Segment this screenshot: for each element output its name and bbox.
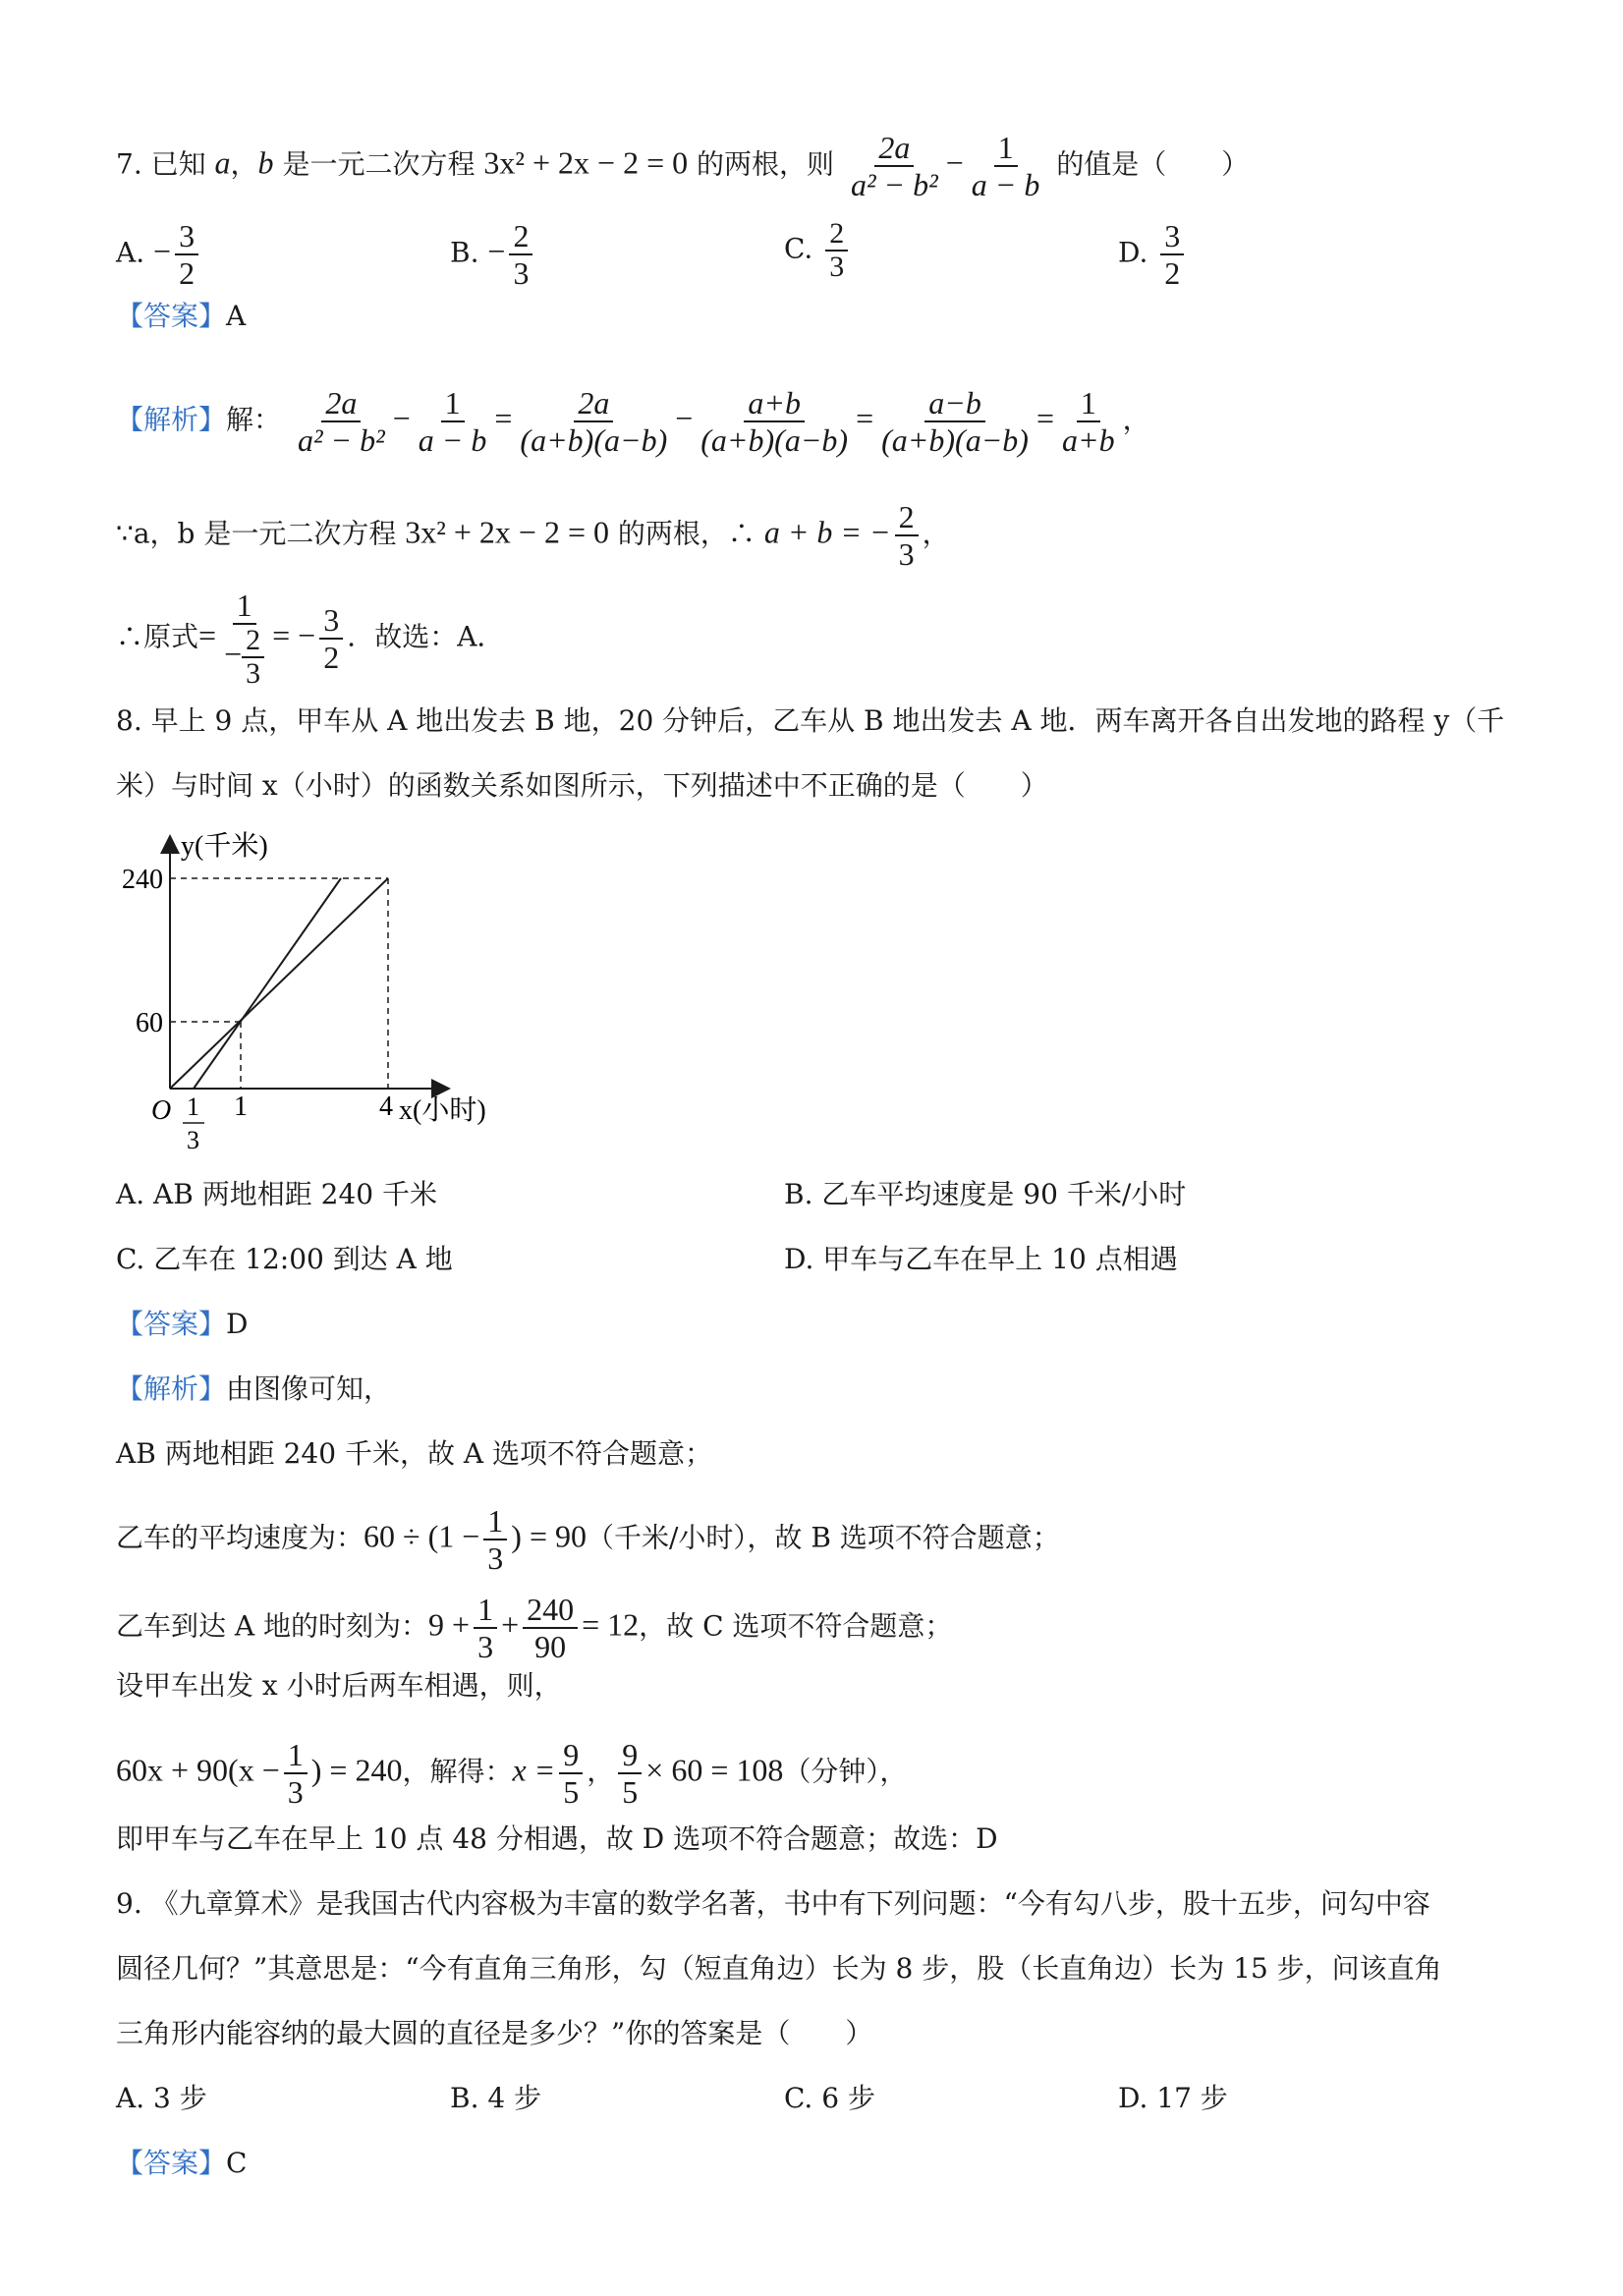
q8-option-a: A. AB 两地相距 240 千米 bbox=[116, 1178, 437, 1210]
origin-label: O bbox=[151, 1095, 172, 1126]
y-tick-240: 240 bbox=[122, 865, 163, 895]
q7-stem-c: 的两根，则 bbox=[697, 147, 835, 181]
q8-option-c: C. 乙车在 12:00 到达 A 地 bbox=[116, 1243, 453, 1275]
q9-stem-line2: 圆径几何？”其意思是：“今有直角三角形，勾（短直角边）长为 8 步，股（长直角边）长为 15 步，问该直角 bbox=[116, 1952, 1442, 1985]
q8-analysis: 【解析】由图像可知， bbox=[116, 1372, 392, 1405]
q7-var-b: b bbox=[257, 144, 274, 181]
x-tick-third-num: 1 bbox=[187, 1092, 199, 1121]
q9-answer: 【答案】C bbox=[116, 2147, 248, 2179]
q7-stem-a: 7. 已知 bbox=[116, 147, 206, 181]
q8-option-b: B. 乙车平均速度是 90 千米/小时 bbox=[784, 1178, 1187, 1210]
q7-var-a: a bbox=[214, 144, 231, 181]
q8-analysis-c: 乙车到达 A 地的时刻为：9 + $\frac{1}{3}$ + $\frac{240}{90}$ = 12，故 C 选项不符合题意； bbox=[116, 1592, 953, 1664]
q7-stem: 7. 已知 a，b 是一元二次方程 3x² + 2x − 2 = 0 的两根，则 $\frac{2a}{\text{a² − b²}}$ − $\frac{1}{a - b}$ 的值是（ ） bbox=[116, 130, 1250, 202]
q7-equation: 3x² + 2x − 2 = 0 bbox=[483, 144, 689, 181]
analysis-tag: 【解析】 bbox=[116, 403, 227, 436]
q8-analysis-e: 60x + 90(x − $\frac{1}{3}$ ) = 240，解得：x = $\frac{9}{5}$ ， $\frac{9}{5}$ × 60 = 108（分钟）， bbox=[116, 1737, 908, 1810]
q8-analysis-b: 乙车的平均速度为：60 ÷ (1 − $\frac{1}{3}$ ) = 90（千米/小时），故 B 选项不符合题意； bbox=[116, 1503, 1060, 1576]
line-car-yi bbox=[194, 878, 341, 1089]
q7-option-a: A. − $\frac{3}{2}$ bbox=[116, 218, 202, 291]
q7-stem-d: 的值是（ ） bbox=[1056, 147, 1250, 181]
x-tick-1: 1 bbox=[234, 1092, 248, 1122]
q8-analysis-d: 设甲车出发 x 小时后两车相遇，则， bbox=[116, 1669, 562, 1702]
q9-stem-line3: 三角形内能容纳的最大圆的直径是多少？”你的答案是（ ） bbox=[116, 2017, 873, 2049]
q7-option-c: C. $\frac{2}{3}$ bbox=[784, 218, 852, 283]
q7-analysis-line2: ∵a，b 是一元二次方程 3x² + 2x − 2 = 0 的两根，∴ a + b = − $\frac{2}{3}$ ， bbox=[116, 499, 950, 572]
y-tick-60: 60 bbox=[136, 1008, 163, 1038]
q7-answer: 【答案】A bbox=[116, 300, 247, 332]
q8-analysis-a: AB 两地相距 240 千米，故 A 选项不符合题意； bbox=[116, 1437, 712, 1470]
x-tick-third-den: 3 bbox=[187, 1126, 199, 1154]
q9-option-d: D. 17 步 bbox=[1118, 2082, 1228, 2114]
q8-stem-line1: 8. 早上 9 点，甲车从 A 地出发去 B 地，20 分钟后，乙车从 B 地出发去 A 地．两车离开各自出发地的路程 y（千 bbox=[116, 704, 1505, 737]
line-car-jia bbox=[170, 878, 388, 1089]
y-axis-label: y(千米) bbox=[181, 831, 268, 862]
q7-option-b: B. − $\frac{2}{3}$ bbox=[450, 218, 536, 291]
q8-answer: 【答案】D bbox=[116, 1308, 249, 1340]
q9-stem-line1: 9. 《九章算术》是我国古代内容极为丰富的数学名著，书中有下列问题：“今有勾八步，股十五步，问勾中容 bbox=[116, 1887, 1430, 1920]
q7-expr-frac2: $\frac{1}{a - b}$ bbox=[971, 130, 1040, 202]
q9-option-b: B. 4 步 bbox=[450, 2082, 542, 2114]
q8-graph bbox=[108, 830, 521, 1164]
q7-option-d: D. $\frac{3}{2}$ bbox=[1118, 218, 1188, 291]
answer-tag: 【答案】 bbox=[116, 300, 227, 332]
q7-analysis: 【解析】解： $\frac{2a}{\text{a² − b²}}$ − $\frac{1}{a - b}$ = $\frac{2a}{(a+b)(a-b)}$ − $\frac{a+b}{(a+b)(a-b)}$ = $\frac{a-b}{(a+b)(a-b)}$ = $\frac{1}{a+b}$ ， bbox=[116, 385, 1150, 458]
q7-expr-frac1: $\frac{2a}{\text{a² − b²}}$ bbox=[850, 130, 938, 202]
q9-option-a: A. 3 步 bbox=[116, 2082, 207, 2114]
q8-stem-line2: 米）与时间 x（小时）的函数关系如图所示，下列描述中不正确的是（ ） bbox=[116, 769, 1048, 802]
q7-stem-b: 是一元二次方程 bbox=[282, 147, 476, 181]
q8-analysis-f: 即甲车与乙车在早上 10 点 48 分相遇，故 D 选项不符合题意；故选：D bbox=[116, 1822, 998, 1855]
q7-analysis-line3: ∴原式= 1 − $\frac{2}{3}$ = − $\frac{3}{2}$ ．故选：A． bbox=[116, 588, 505, 690]
q9-option-c: C. 6 步 bbox=[784, 2082, 875, 2114]
x-tick-4: 4 bbox=[379, 1092, 393, 1122]
x-axis-label: x(小时) bbox=[399, 1095, 486, 1126]
q8-option-d: D. 甲车与乙车在早上 10 点相遇 bbox=[784, 1243, 1178, 1275]
